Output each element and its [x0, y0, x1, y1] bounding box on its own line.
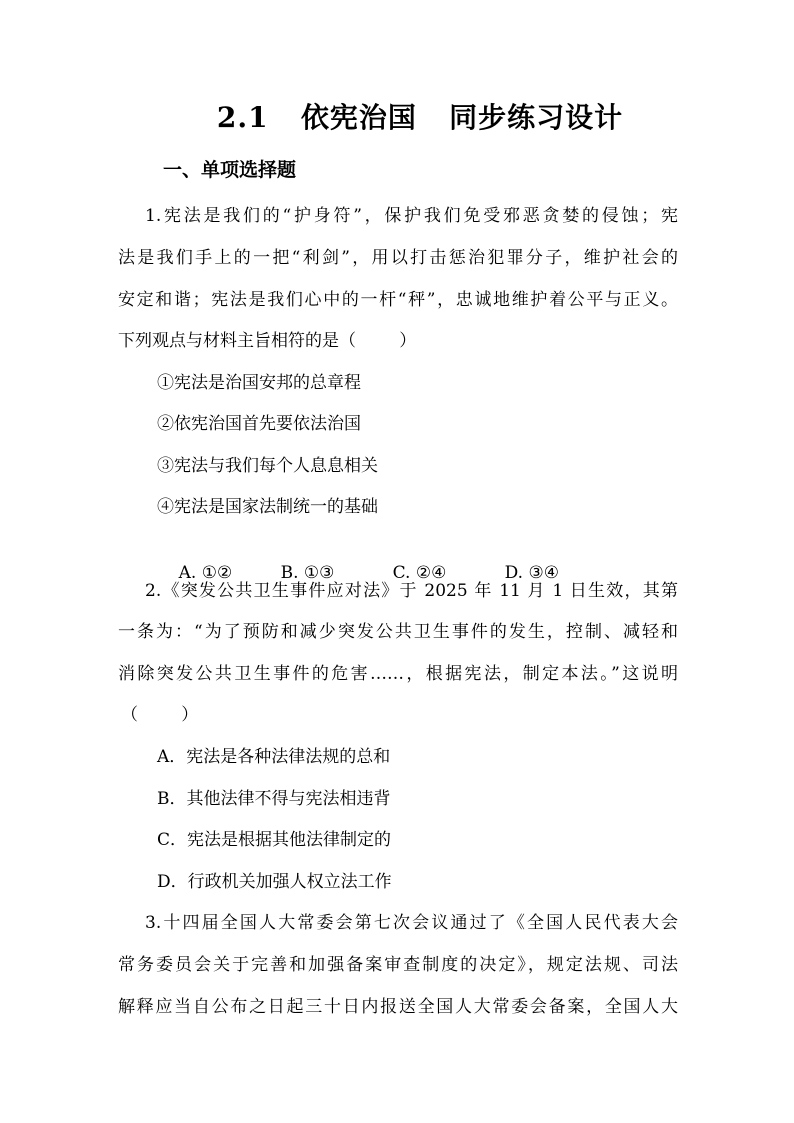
question-1-line-1: 1.宪法是我们的“护身符”，保护我们免受邪恶贪婪的侵蚀；宪 [145, 206, 678, 226]
question-2-line-2: 一条为：“为了预防和减少突发公共卫生事件的发生，控制、减轻和 [118, 622, 678, 642]
question-2-line-4: （ ） [121, 705, 199, 725]
choice-c[interactable]: C. ②④ [392, 563, 447, 583]
question-1-statement-2: ②依宪治国首先要依法治国 [157, 414, 361, 434]
question-3-line-2: 常务委员会关于完善和加强备案审查制度的决定》，规定法规、司法 [118, 955, 678, 975]
question-3-line-3: 解释应当自公布之日起三十日内报送全国人大常委会备案，全国人大 [118, 997, 678, 1017]
question-1-statement-1: ①宪法是治国安邦的总章程 [157, 373, 361, 393]
question-1-line-3: 安定和谐；宪法是我们心中的一杆“秤”，忠诚地维护着公平与正义。 [118, 290, 678, 310]
question-1-line-2: 法是我们手上的一把“利剑”，用以打击惩治犯罪分子，维护社会的 [118, 248, 678, 268]
question-2-choice-b[interactable]: B．其他法律不得与宪法相违背 [157, 789, 391, 809]
question-1-line-4: 下列观点与材料主旨相符的是（ ） [118, 331, 417, 351]
question-2-choice-d[interactable]: D．行政机关加强人权立法工作 [157, 872, 392, 892]
question-2-line-1: 2.《突发公共卫生事件应对法》于 2025 年 11 月 1 日生效，其第 [145, 581, 678, 601]
question-2-line-3: 消除突发公共卫生事件的危害……，根据宪法，制定本法。”这说明 [118, 664, 678, 684]
question-3-line-1: 3.十四届全国人大常委会第七次会议通过了《全国人民代表大会 [145, 913, 678, 933]
choice-b[interactable]: B. ①③ [280, 563, 335, 583]
choice-d[interactable]: D. ③④ [504, 563, 559, 583]
question-1-statement-4: ④宪法是国家法制统一的基础 [157, 497, 378, 517]
section-heading: 一、单项选择题 [163, 159, 297, 181]
question-2-choice-a[interactable]: A．宪法是各种法律法规的总和 [157, 747, 391, 767]
choice-a[interactable]: A. ①② [178, 563, 233, 583]
page-title: 2.1 依宪治国 同步练习设计 [216, 101, 624, 134]
question-1-statement-3: ③宪法与我们每个人息息相关 [157, 456, 378, 476]
question-2-choice-c[interactable]: C．宪法是根据其他法律制定的 [157, 830, 392, 850]
